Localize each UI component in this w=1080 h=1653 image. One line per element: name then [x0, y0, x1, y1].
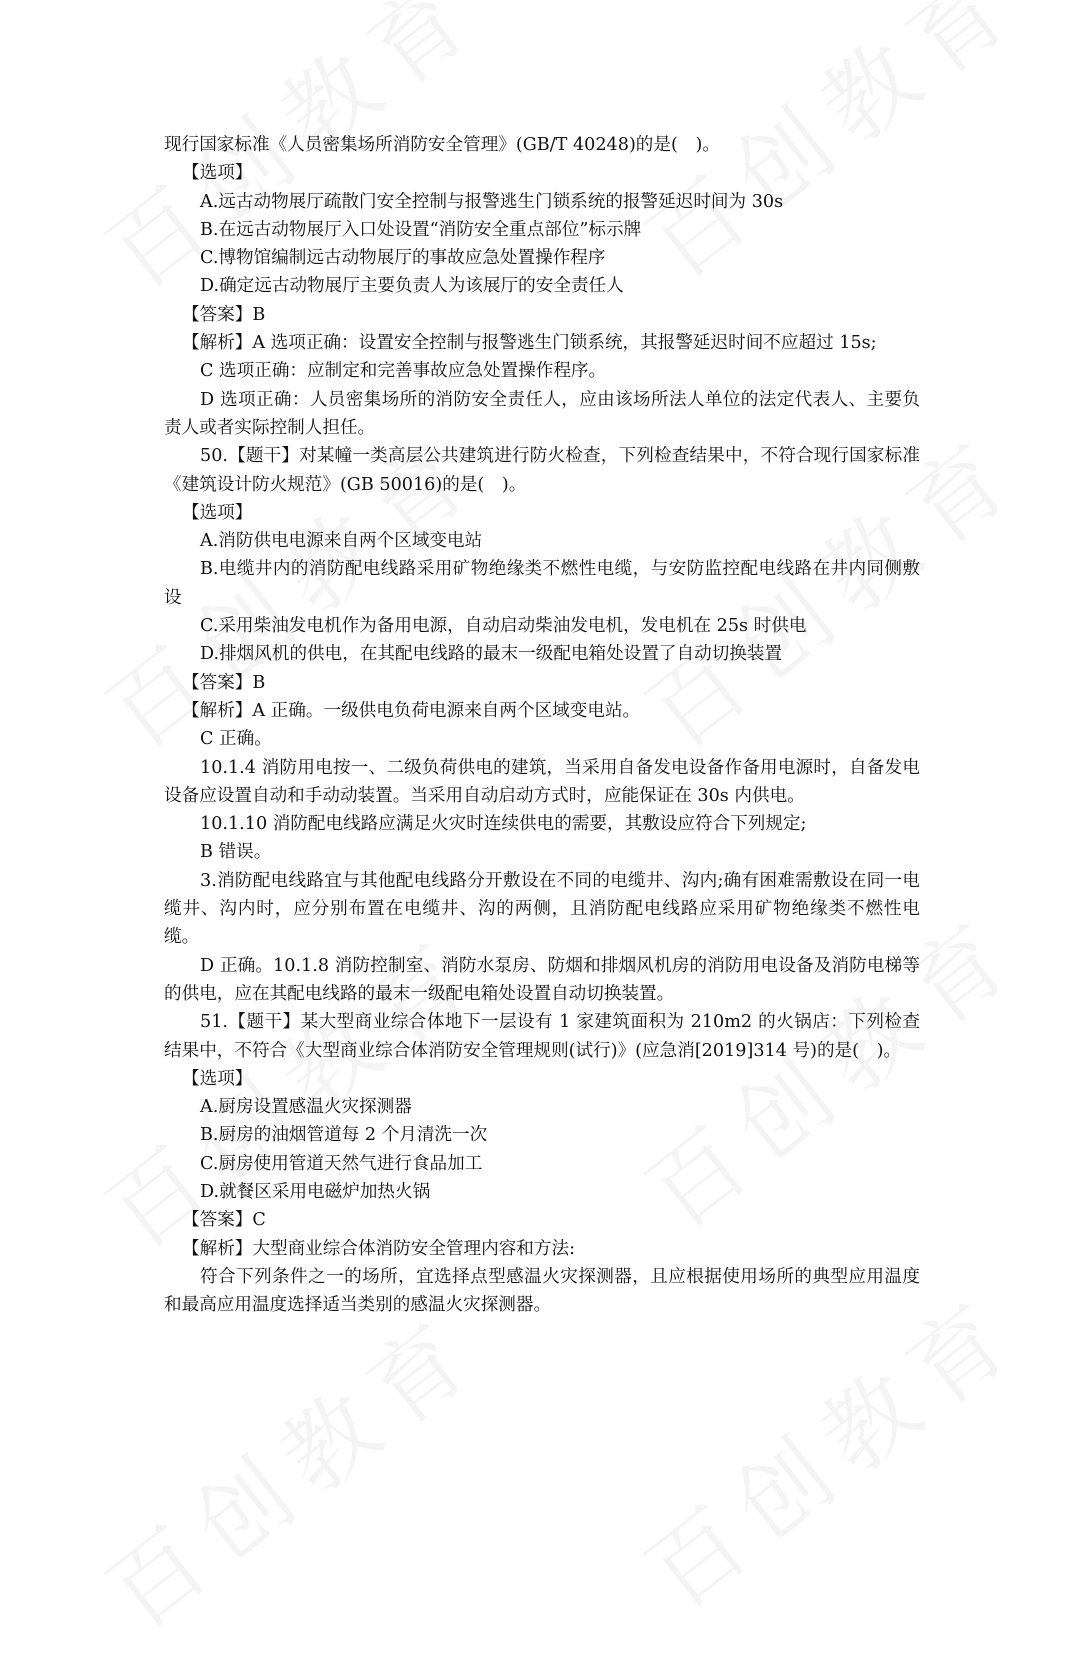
paragraph: C.采用柴油发电机作为备用电源，自动启动柴油发电机，发电机在 25s 时供电 — [200, 616, 807, 637]
watermark — [76, 1279, 504, 1653]
paragraph: 现行国家标准《人员密集场所消防安全管理》(GB/T 40248)的是( )。 — [164, 135, 720, 155]
paragraph: D 正确。10.1.8 消防控制室、消防水泵房、防烟和排烟风机房的消防用电设备及消防电梯等的供电，应在其配电线路的最末一级配电箱处设置自动切换装置。 — [164, 955, 920, 1004]
paragraph: 【选项】 — [182, 1068, 253, 1089]
document-body — [164, 131, 920, 1319]
paragraph: D.确定远古动物展厅主要负责人为该展厅的安全责任人 — [200, 276, 624, 297]
paragraph: 【选项】 — [182, 163, 253, 184]
paragraph: 【选项】 — [182, 502, 253, 523]
paragraph: 10.1.10 消防配电线路应满足火灾时连续供电的需要，其敷设应符合下列规定; — [200, 814, 807, 835]
paragraph: 10.1.4 消防用电按一、二级负荷供电的建筑，当采用自备发电设备作备用电源时，自备发电设备应设置自动和手动动装置。当采用自动启动方式时，应能保证在 30s 内供电。 — [164, 757, 920, 806]
paragraph: D 选项正确：人员密集场所的消防安全责任人，应由该场所法人单位的法定代表人、主要负责人或者实际控制人担任。 — [164, 389, 920, 438]
paragraph: B 错误。 — [200, 842, 272, 863]
paragraph: 【解析】A 选项正确：设置安全控制与报警逃生门锁系统，其报警延迟时间不应超过 15s; — [182, 333, 877, 354]
paragraph: A.厨房设置感温火灾探测器 — [200, 1097, 412, 1118]
paragraph: 50.【题干】对某幢一类高层公共建筑进行防火检查，下列检查结果中，不符合现行国家标准《建筑设计防火规范》(GB 50016)的是( )。 — [164, 446, 920, 495]
paragraph: B.厨房的油烟管道每 2 个月清洗一次 — [200, 1125, 488, 1146]
paragraph: 【答案】B — [182, 304, 266, 325]
paragraph: 3.消防配电线路宜与其他配电线路分开敷设在不同的电缆井、沟内;确有困难需敷设在同一电缆井、沟内时，应分别布置在电缆井、沟的两侧，且消防配电线路应采用矿物绝缘类不燃性电缆。 — [164, 870, 920, 948]
paragraph: 51.【题干】某大型商业综合体地下一层设有 1 家建筑面积为 210m2 的火锅店：下列检查结果中，不符合《大型商业综合体消防安全管理规则(试行)》(应急消[2019]314 号)的是( )。 — [164, 1012, 920, 1061]
paragraph: 【解析】大型商业综合体消防安全管理内容和方法: — [182, 1238, 575, 1259]
paragraph: 【解析】A 正确。一级供电负荷电源来自两个区域变电站。 — [182, 700, 641, 721]
paragraph: B.电缆井内的消防配电线路采用矿物绝缘类不燃性电缆，与安防监控配电线路在井内同侧敷设 — [164, 559, 920, 608]
paragraph: B.在远古动物展厅入口处设置“消防安全重点部位”标示牌 — [200, 219, 642, 240]
paragraph: C.博物馆编制远古动物展厅的事故应急处置操作程序 — [200, 248, 606, 269]
paragraph: D.就餐区采用电磁炉加热火锅 — [200, 1181, 431, 1202]
paragraph: C 选项正确：应制定和完善事故应急处置操作程序。 — [200, 361, 607, 382]
paragraph: 【答案】C — [182, 1210, 266, 1231]
paragraph: 【答案】B — [182, 672, 266, 693]
paragraph: 符合下列条件之一的场所，宜选择点型感温火灾探测器，且应根据使用场所的典型应用温度和最高应用温度选择适当类别的感温火灾探测器。 — [164, 1266, 920, 1316]
paragraph: A.远古动物展厅疏散门安全控制与报警逃生门锁系统的报警延迟时间为 30s — [200, 191, 784, 212]
paragraph: C.厨房使用管道天然气进行食品加工 — [200, 1153, 483, 1174]
paragraph: D.排烟风机的供电，在其配电线路的最末一级配电箱处设置了自动切换装置 — [200, 644, 783, 665]
paragraph: A.消防供电电源来自两个区域变电站 — [200, 531, 483, 552]
paragraph: C 正确。 — [200, 729, 272, 750]
